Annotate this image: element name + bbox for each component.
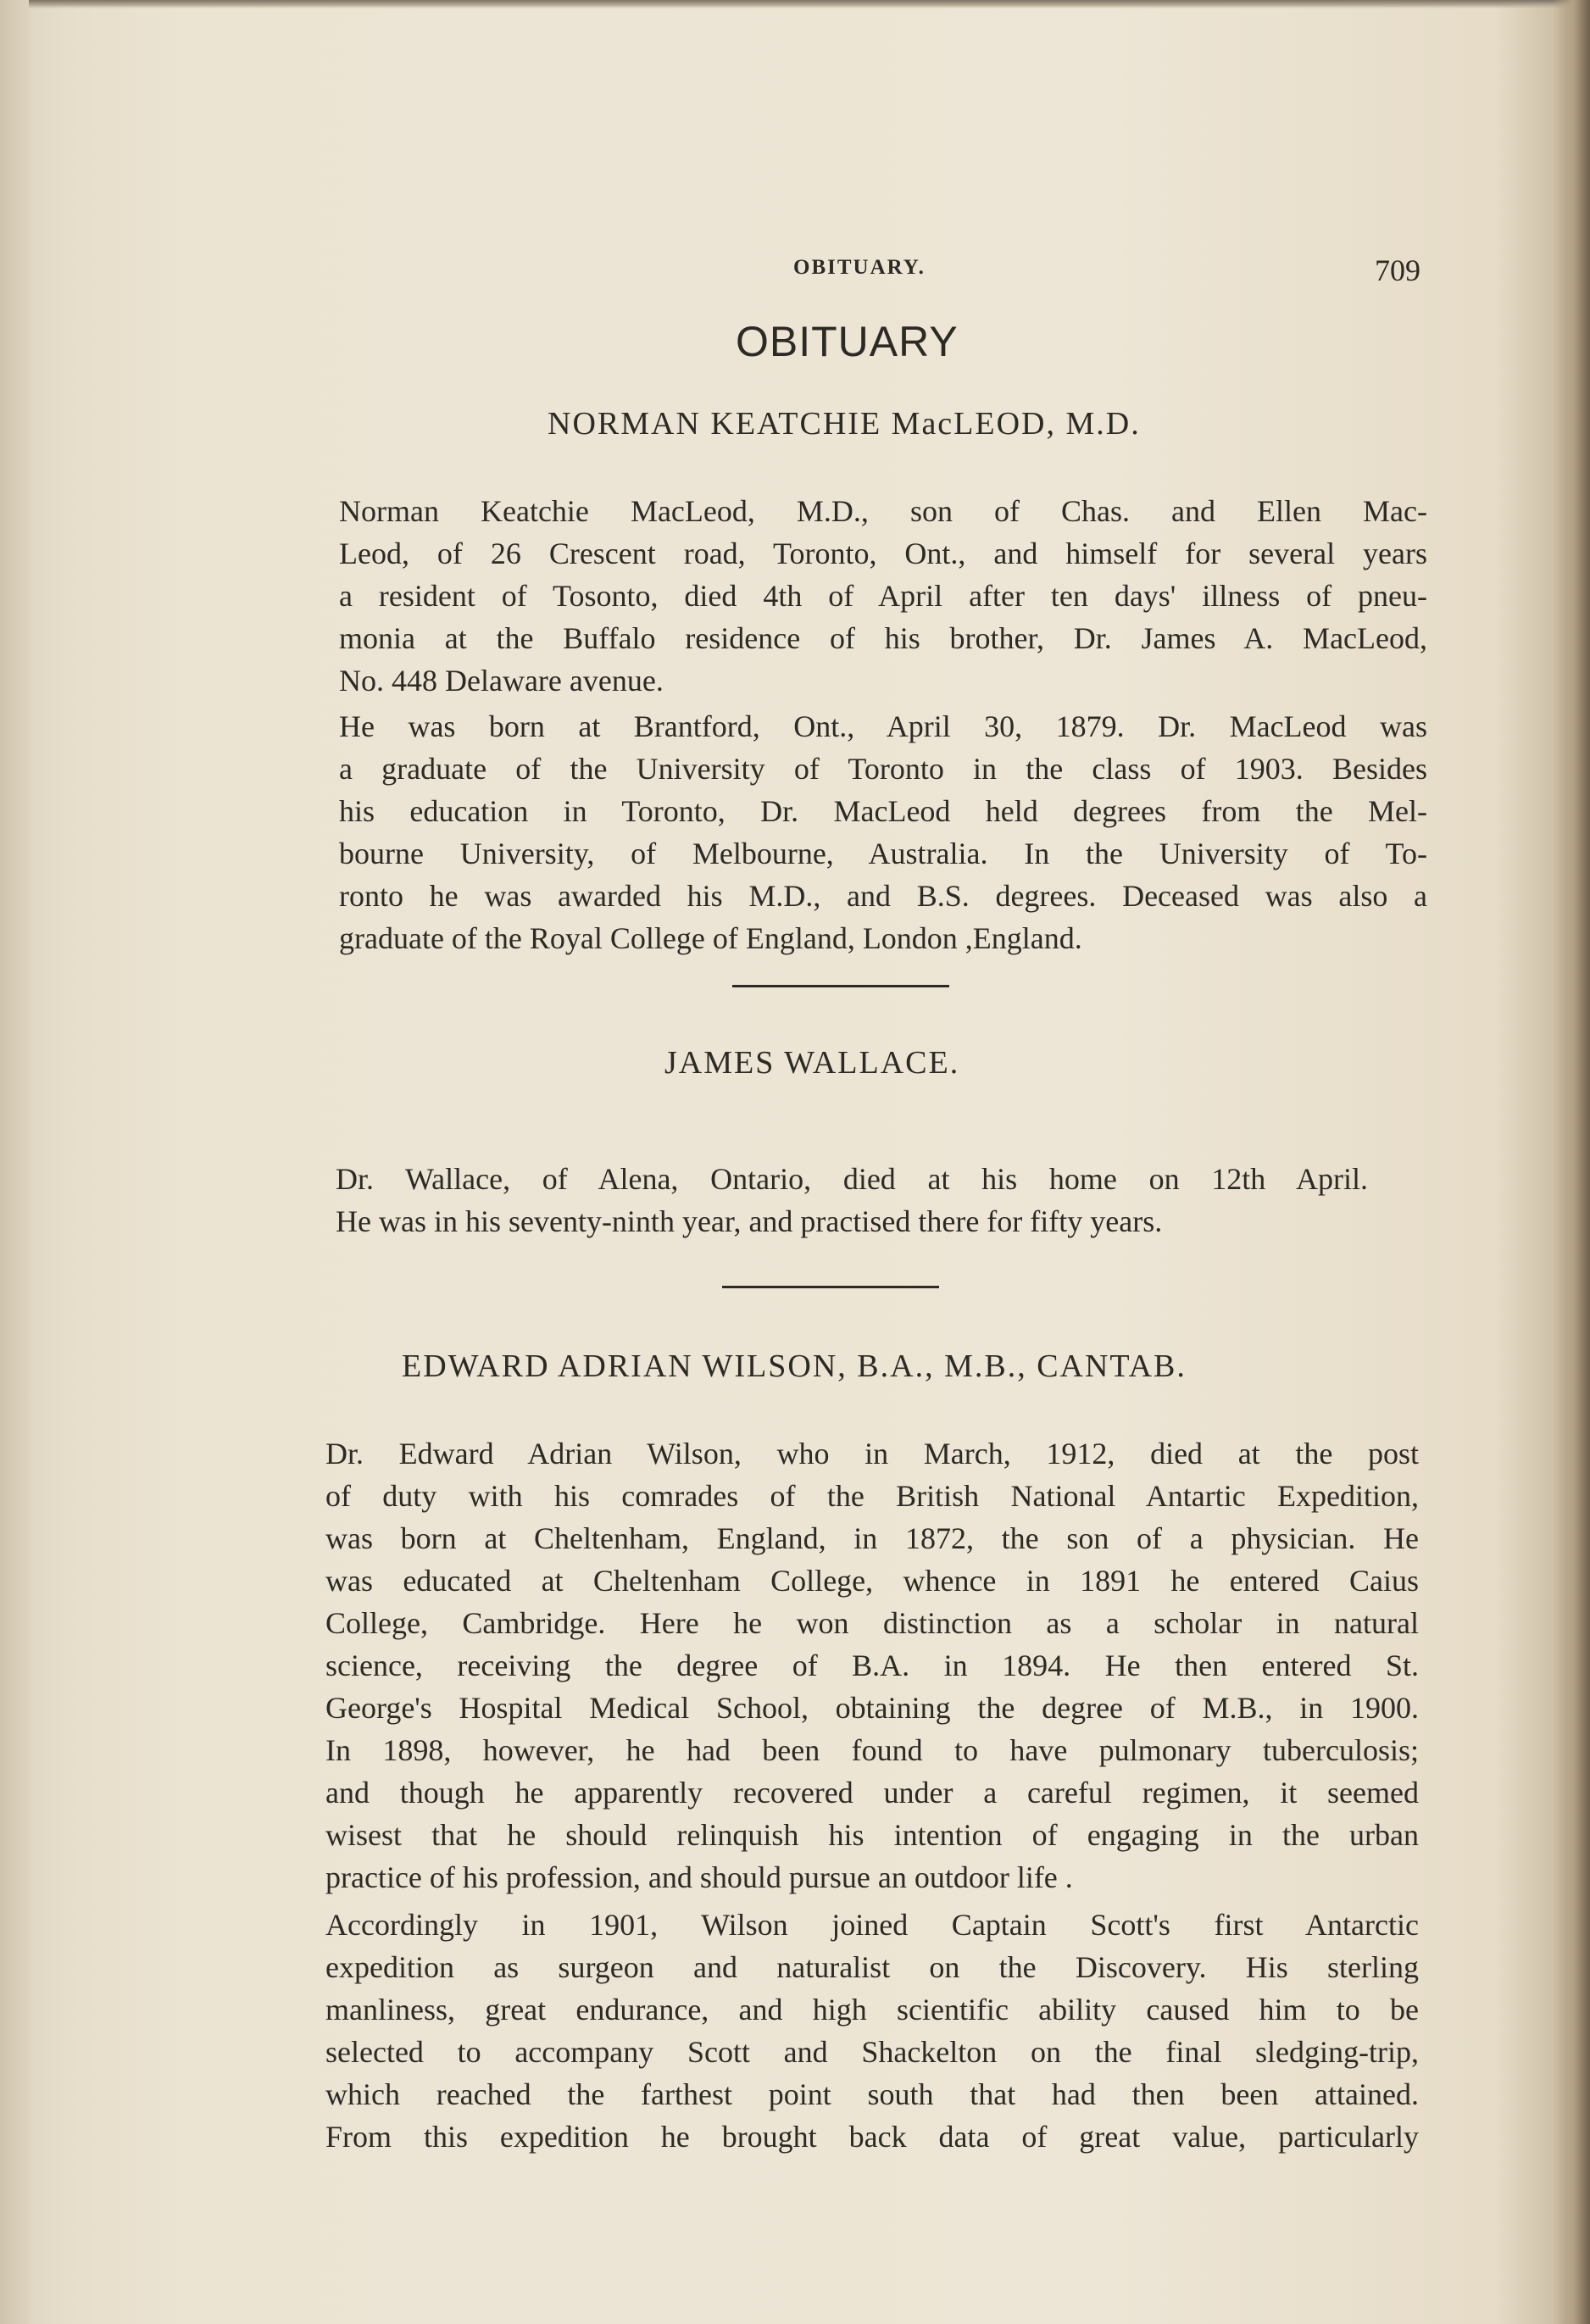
text-line: In 1898, however, he had been found to have pulmonary tuberculosis; (325, 1733, 1419, 1767)
text-line: science, receiving the degree of B.A. in 1894. He then entered St. (325, 1648, 1419, 1682)
text-line: College, Cambridge. Here he won distinction as a scholar in natural (325, 1606, 1419, 1640)
text-line: was educated at Cheltenham College, whence in 1891 he entered Caius (325, 1564, 1419, 1598)
paragraph-macleod-1 (270, 490, 1427, 702)
text-line: a graduate of the University of Toronto in the class of 1903. Besides (339, 752, 1427, 786)
text-line: ronto he was awarded his M.D., and B.S. degrees. Deceased was also a (339, 879, 1427, 913)
paragraph-wilson-1 (256, 1432, 1419, 1899)
paragraph-wallace (266, 1158, 1368, 1243)
text-line: He was born at Brantford, Ont., April 30, 1879. Dr. MacLeod was (339, 709, 1427, 743)
obituary-heading-wilson: EDWARD ADRIAN WILSON, B.A., M.B., CANTAB. (402, 1348, 1187, 1384)
running-head: OBITUARY. (793, 256, 926, 279)
text-line: Dr. Edward Adrian Wilson, who in March, 1912, died at the post (325, 1437, 1419, 1471)
text-line: Accordingly in 1901, Wilson joined Captain Scott's first Antarctic (325, 1908, 1419, 1942)
text-line: From this expedition he brought back data of great value, particularly (325, 2120, 1419, 2154)
text-line: expedition as surgeon and naturalist on the Discovery. His sterling (325, 1950, 1419, 1984)
text-line: a resident of Tosonto, died 4th of April after ten days' illness of pneu- (339, 579, 1427, 613)
text-line: and though he apparently recovered under a careful regimen, it seemed (325, 1776, 1419, 1810)
text-line: practice of his profession, and should pursue an outdoor life . (325, 1860, 1073, 1894)
section-divider (732, 985, 949, 987)
page-right-edge (1553, 0, 1590, 2324)
text-line: graduate of the Royal College of England, London ,England. (339, 921, 1082, 955)
text-line: manliness, great endurance, and high scientific ability caused him to be (325, 1993, 1419, 2027)
text-line: his education in Toronto, Dr. MacLeod held degrees from the Mel- (339, 794, 1427, 828)
text-line: Dr. Wallace, of Alena, Ontario, died at his home on 12th April. (336, 1162, 1368, 1196)
page-top-edge (0, 0, 1590, 8)
text-line: which reached the farthest point south that had then been attained. (325, 2077, 1419, 2111)
text-line: selected to accompany Scott and Shackelton on the final sledging-trip, (325, 2035, 1419, 2069)
page-binding-edge (0, 0, 29, 2324)
obituary-heading-macleod: NORMAN KEATCHIE MacLEOD, M.D. (548, 406, 1141, 442)
page-title: OBITUARY (736, 318, 959, 365)
text-line: No. 448 Delaware avenue. (339, 664, 664, 698)
text-line: George's Hospital Medical School, obtaining the degree of M.B., in 1900. (325, 1691, 1419, 1725)
text-line: of duty with his comrades of the British National Antartic Expedition, (325, 1479, 1419, 1513)
text-line: monia at the Buffalo residence of his brother, Dr. James A. MacLeod, (339, 621, 1427, 655)
text-line: bourne University, of Melbourne, Australia. In the University of To- (339, 837, 1427, 870)
text-line: was born at Cheltenham, England, in 1872, the son of a physician. He (325, 1521, 1419, 1555)
text-line: wisest that he should relinquish his intention of engaging in the urban (325, 1818, 1419, 1852)
text-line: Norman Keatchie MacLeod, M.D., son of Chas. and Ellen Mac- (339, 494, 1427, 528)
section-divider (722, 1286, 939, 1288)
paragraph-wilson-2 (256, 1904, 1419, 2158)
text-line: He was in his seventy-ninth year, and practised there for fifty years. (336, 1204, 1163, 1238)
page-number: 709 (1375, 253, 1420, 287)
paragraph-macleod-2 (270, 705, 1427, 959)
obituary-heading-wallace: JAMES WALLACE. (664, 1045, 960, 1081)
text-line: Leod, of 26 Crescent road, Toronto, Ont., and himself for several years (339, 537, 1427, 570)
